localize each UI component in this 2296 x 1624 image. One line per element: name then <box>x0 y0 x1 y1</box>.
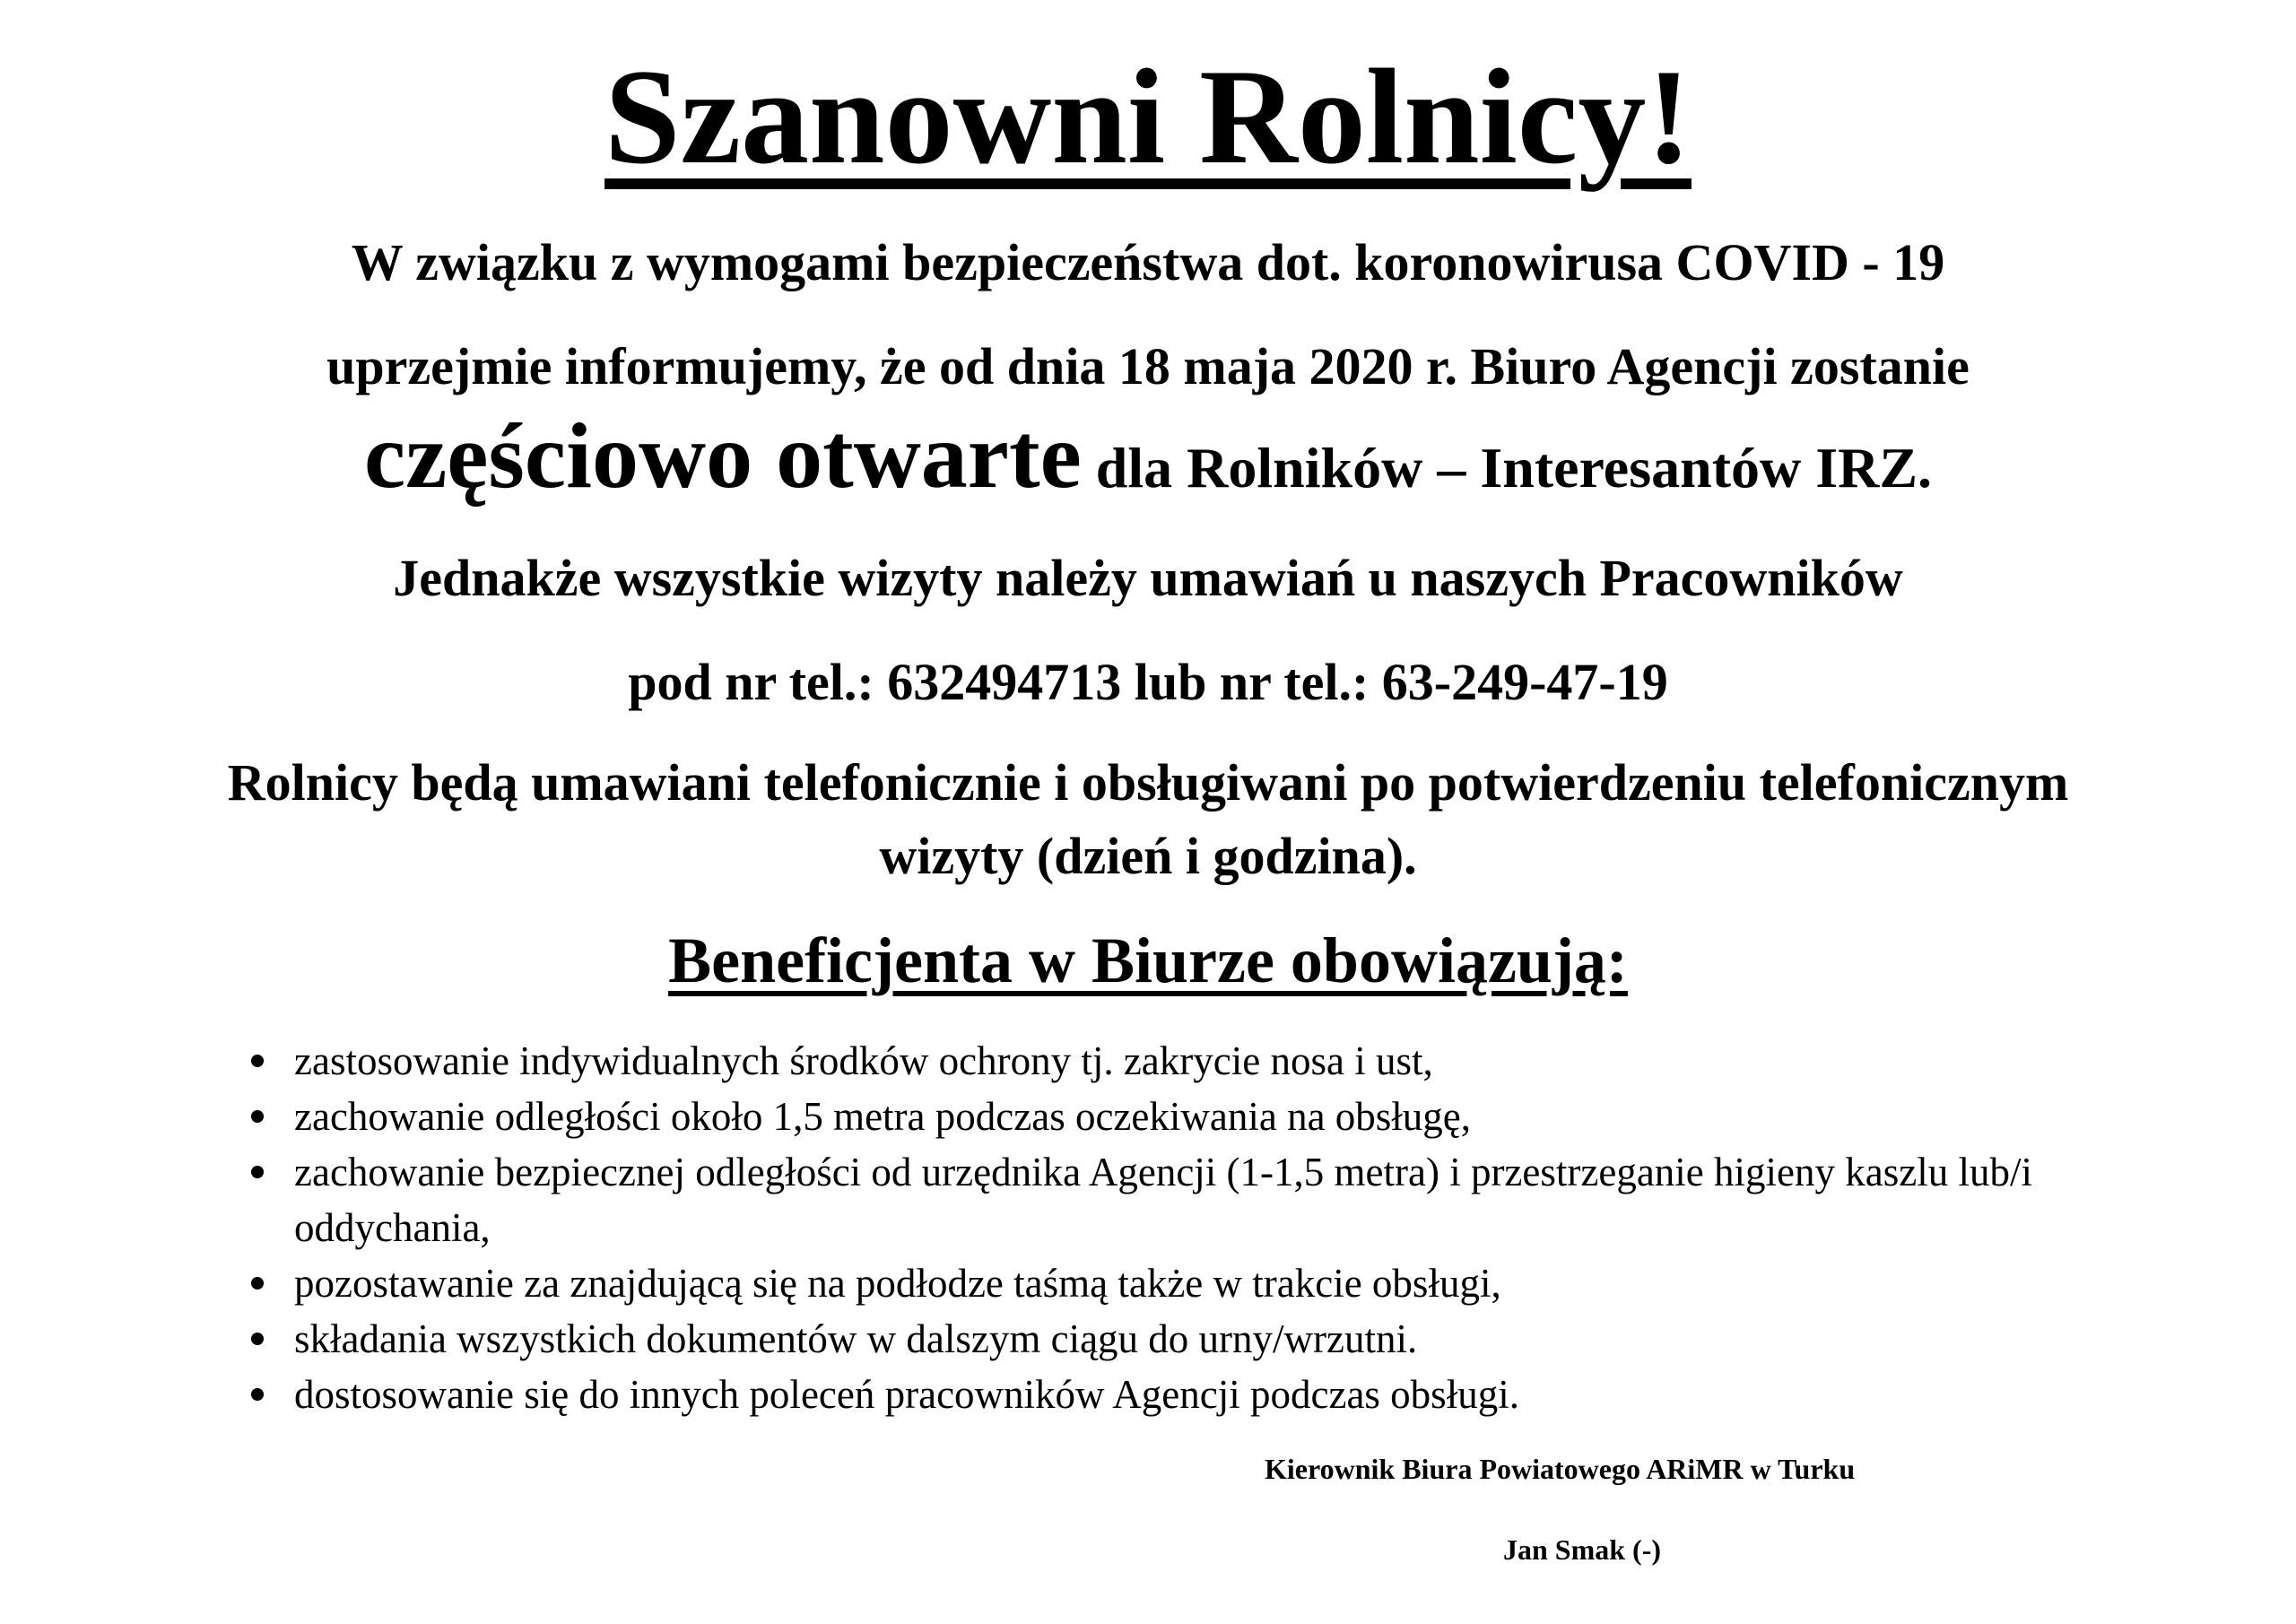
list-item <box>251 1089 2135 1144</box>
list-item <box>251 1255 2135 1311</box>
list-item <box>251 1144 2135 1255</box>
rule-text: pozostawanie za znajdującą się na podłodze taśmą także w trakcie obsługi, <box>294 1261 1501 1306</box>
intro-line-1: W związku z wymogami bezpieczeństwa dot. koronowirusa COVID - 19 <box>351 233 1945 291</box>
rule-text: zastosowanie indywidualnych środków ochrony tj. zakrycie nosa i ust, <box>294 1038 1433 1083</box>
rule-text: zachowanie odległości około 1,5 metra podczas oczekiwania na obsługę, <box>294 1094 1472 1139</box>
list-item <box>251 1311 2135 1367</box>
bullet-icon <box>251 1388 264 1401</box>
rule-text: dostosowanie się do innych poleceń pracowników Agencji podczas obsługi. <box>294 1372 1519 1417</box>
bullet-icon <box>251 1277 264 1290</box>
rules-heading: Beneficjenta w Biurze obowiązują: <box>668 925 1628 996</box>
partially-open-emphasis: częściowo otwarte <box>363 404 1082 508</box>
appointment-line: Jednakże wszystkie wizyty należy umawiań u naszych Pracowników <box>393 549 1903 607</box>
bullet-icon <box>251 1333 264 1345</box>
list-item <box>251 1033 2135 1089</box>
phone-numbers-line: pod nr tel.: 632494713 lub nr tel.: 63-249-47-19 <box>628 653 1668 711</box>
rule-text: zachowanie bezpiecznej odległości od urzędnika Agencji (1-1,5 metra) i przestrzeganie higieny kaszlu lub/i oddychania, <box>294 1150 2032 1250</box>
rules-list <box>251 1033 2135 1422</box>
intro-line-2: uprzejmie informujemy, że od dnia 18 maja 2020 r. Biuro Agencji zostanie <box>326 337 1970 395</box>
bullet-icon <box>251 1110 264 1123</box>
notice-title: Szanowni Rolnicy! <box>604 41 1692 192</box>
list-item <box>251 1367 2135 1422</box>
intro-line-3 <box>0 404 2296 517</box>
signature-title: Kierownik Biura Powiatowego ARiMR w Turku <box>1265 1453 1856 1485</box>
intro-line-3-rest: dla Rolników – Interesantów IRZ. <box>1081 436 1933 499</box>
signature-name: Jan Smak (-) <box>1503 1533 1662 1566</box>
rule-text: składania wszystkich dokumentów w dalszym ciągu do urny/wrzutni. <box>294 1316 1418 1361</box>
scheduling-line-2: wizyty (dzień i godzina). <box>879 827 1417 885</box>
bullet-icon <box>251 1055 264 1067</box>
scheduling-line-1: Rolnicy będą umawiani telefonicznie i obsługiwani po potwierdzeniu telefonicznym <box>227 753 2069 812</box>
bullet-icon <box>251 1166 264 1178</box>
